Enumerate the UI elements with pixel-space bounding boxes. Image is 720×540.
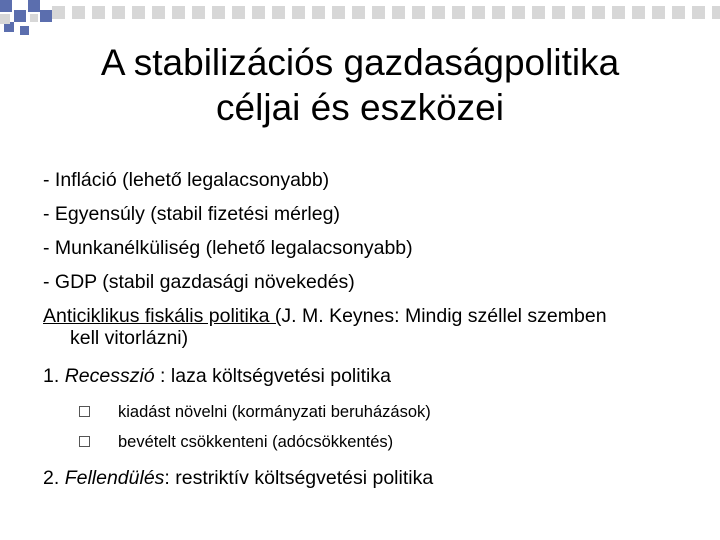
recession-line — [43, 359, 703, 393]
deco-square-gray — [272, 6, 285, 19]
bullet-unemployment: - Munkanélküliség (lehető legalacsonyabb) — [43, 237, 413, 259]
bullet-gdp: - GDP (stabil gazdasági növekedés) — [43, 271, 355, 293]
deco-square-gray — [252, 6, 265, 19]
sub-item — [79, 397, 703, 427]
deco-square-gray — [112, 6, 125, 19]
deco-square-gray — [412, 6, 425, 19]
deco-square-gray — [692, 6, 705, 19]
deco-square-gray — [552, 6, 565, 19]
keynes-quote-continuation: kell vitorlázni) — [70, 327, 189, 349]
deco-square-gray — [52, 6, 65, 19]
deco-square-gray — [72, 6, 85, 19]
deco-square-gray — [212, 6, 225, 19]
slide-body — [43, 163, 703, 495]
deco-square-gray — [372, 6, 385, 19]
boom-term: Fellendülés — [64, 467, 165, 489]
deco-square-gray — [352, 6, 365, 19]
deco-square-gray — [632, 6, 645, 19]
title-line-1: A stabilizációs gazdaságpolitika — [100, 42, 620, 83]
deco-square-gray — [452, 6, 465, 19]
deco-square-gray — [312, 6, 325, 19]
deco-square-blue — [20, 26, 29, 35]
recession-number: 1. — [43, 365, 65, 387]
deco-square-gray — [572, 6, 585, 19]
deco-square-gray — [432, 6, 445, 19]
deco-square-gray — [152, 6, 165, 19]
deco-square-gray — [292, 6, 305, 19]
deco-square-gray — [532, 6, 545, 19]
deco-square-gray — [192, 6, 205, 19]
deco-square-blue — [14, 10, 26, 22]
decorative-squares-header — [0, 0, 720, 40]
recession-term: Recesszió — [64, 365, 155, 387]
deco-square-gray — [512, 6, 525, 19]
deco-square-gray — [672, 6, 685, 19]
deco-square-gray — [652, 6, 665, 19]
boom-policy: : restriktív költségvetési politika — [164, 467, 434, 489]
recession-sub-list — [43, 397, 703, 457]
sub-item-spending: kiadást növelni (kormányzati beruházások) — [118, 403, 431, 421]
deco-square-blue — [40, 10, 52, 22]
sub-item-tax-cut: bevételt csökkenteni (adócsökkentés) — [118, 433, 394, 451]
anticyclical-policy-heading: Anticiklikus fiskális politika ( — [43, 305, 282, 327]
deco-square-gray — [132, 6, 145, 19]
sub-item — [79, 427, 703, 457]
deco-square-gray — [612, 6, 625, 19]
deco-square-gray — [232, 6, 245, 19]
deco-square-gray — [172, 6, 185, 19]
deco-square-blue — [28, 0, 40, 12]
slide-title — [0, 40, 720, 130]
deco-square-gray — [30, 14, 38, 22]
boom-number: 2. — [43, 467, 65, 489]
deco-square-gray — [332, 6, 345, 19]
square-bullet-icon — [79, 406, 90, 417]
bullet-balance: - Egyensúly (stabil fizetési mérleg) — [43, 203, 340, 225]
boom-line — [43, 461, 703, 495]
recession-policy: : laza költségvetési politika — [154, 365, 391, 387]
deco-square-gray — [712, 6, 720, 19]
deco-square-gray — [92, 6, 105, 19]
deco-square-gray — [0, 14, 10, 24]
deco-square-gray — [492, 6, 505, 19]
deco-square-gray — [472, 6, 485, 19]
deco-square-gray — [592, 6, 605, 19]
square-bullet-icon — [79, 436, 90, 447]
deco-square-gray — [392, 6, 405, 19]
bullet-inflation: - Infláció (lehető legalacsonyabb) — [43, 169, 330, 191]
keynes-quote: J. M. Keynes: Mindig széllel szemben — [281, 305, 607, 327]
deco-square-blue — [0, 0, 12, 12]
title-line-2: céljai és eszközei — [216, 87, 504, 128]
